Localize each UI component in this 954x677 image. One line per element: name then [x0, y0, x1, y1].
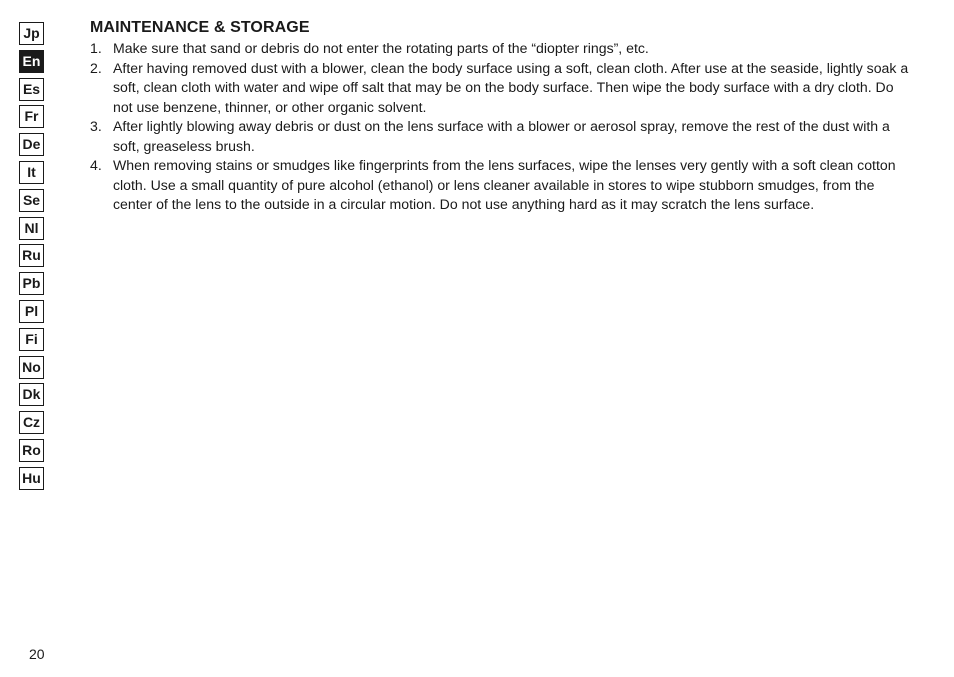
- steps-list: [90, 39, 910, 215]
- lang-tab-se[interactable]: Se: [19, 189, 44, 212]
- lang-tab-cz[interactable]: Cz: [19, 411, 44, 434]
- lang-tab-pl[interactable]: Pl: [19, 300, 44, 323]
- main-content: [90, 18, 910, 215]
- lang-tab-no[interactable]: No: [19, 356, 44, 379]
- step-text: Make sure that sand or debris do not enter the rotating parts of the “diopter rings”, etc.: [113, 40, 649, 56]
- list-item: [90, 156, 910, 215]
- lang-tab-hu[interactable]: Hu: [19, 467, 44, 490]
- lang-tab-fi[interactable]: Fi: [19, 328, 44, 351]
- lang-tab-es[interactable]: Es: [19, 78, 44, 101]
- lang-tab-dk[interactable]: Dk: [19, 383, 44, 406]
- step-number: 2.: [90, 59, 102, 76]
- list-item: [90, 117, 910, 156]
- lang-tab-jp[interactable]: Jp: [19, 22, 44, 45]
- step-number: 1.: [90, 40, 102, 56]
- lang-tab-it[interactable]: It: [19, 161, 44, 184]
- lang-tab-en[interactable]: En: [19, 50, 44, 73]
- step-text: After lightly blowing away debris or dust on the lens surface with a blower or aerosol spray, remove the rest of the dust with a soft, greaseless brush.: [113, 118, 890, 154]
- step-text: After having removed dust with a blower, clean the body surface using a soft, clean cloth. After use at the seaside, lightly soak a soft, clean cloth with water and wipe off salt that may be on the body surface. Then wipe the body surface with a dry cloth. Do not use benzene, thinner, or other organic solvent.: [113, 59, 909, 115]
- lang-tab-ru[interactable]: Ru: [19, 244, 44, 267]
- lang-tab-nl[interactable]: Nl: [19, 217, 44, 240]
- section-title: MAINTENANCE & STORAGE: [90, 19, 310, 36]
- language-tabs: [19, 22, 44, 495]
- step-number: 3.: [90, 118, 102, 134]
- lang-tab-de[interactable]: De: [19, 133, 44, 156]
- list-item: [90, 39, 910, 59]
- lang-tab-pb[interactable]: Pb: [19, 272, 44, 295]
- lang-tab-fr[interactable]: Fr: [19, 105, 44, 128]
- step-number: 4.: [90, 157, 102, 173]
- lang-tab-ro[interactable]: Ro: [19, 439, 44, 462]
- page-number: 20: [29, 646, 45, 662]
- step-text: When removing stains or smudges like fingerprints from the lens surfaces, wipe the lenses very gently with a soft clean cotton cloth. Use a small quantity of pure alcohol (ethanol) or lens cleaner available in stores to wipe stubborn smudges, from the center of the lens to the outside in a circular motion. Do not use anything hard as it may scratch the lens surface.: [113, 157, 896, 212]
- list-item: [90, 59, 910, 118]
